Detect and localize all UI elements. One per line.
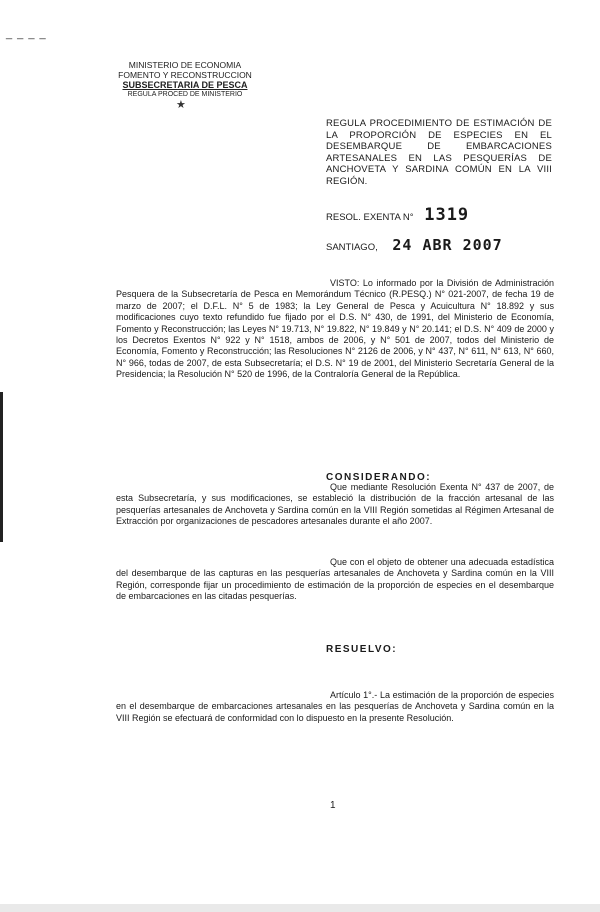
scan-edge-mark: [0, 392, 3, 542]
resolution-number: 1319: [424, 205, 470, 225]
resolution-date-stamp: 24 ABR 2007: [392, 236, 503, 254]
visto-lead: VISTO:: [330, 278, 360, 288]
resolution-date-line: [326, 236, 556, 254]
letterhead-subsecretaria: SUBSECRETARIA DE PESCA: [122, 80, 248, 90]
considerando-heading: CONSIDERANDO:: [326, 472, 432, 483]
letterhead-stamp-text: REGULA PROCED DE MINISTERIO: [127, 91, 243, 98]
scan-mark: _ _ _ _: [6, 28, 47, 40]
resolution-label: RESOL. EXENTA N°: [326, 212, 414, 223]
star-icon: ★: [176, 99, 186, 111]
letterhead-ministry: MINISTERIO DE ECONOMIA: [128, 60, 242, 70]
visto-text: Lo informado por la División de Administración Pesquera de la Subsecretaría de Pesca en Memorándum Técnico (R.PESQ.) N° 021-2007, de fecha 19 de marzo de 2007; el D.F.L. N° 5 de 1983; la Ley General de Pesca y Acuicultura N° 18.892 y sus modificaciones cuyo texto refundido fue fijado por el D.S. N° 430, de 1991, del Ministerio de Economía, Fomento y Reconstrucción; las Leyes N° 19.713, N° 19.822, N° 19.849 y N° 20.141; el D.S. N° 409 de 2000 y los Decretos Exentos N° 922 y N° 1518, ambos de 2006, y N° 501 de 2007, todos del Ministerio de Economía, Fomento y Reconstrucción; las Resoluciones N° 2126 de 2006, y N° 437, N° 611, N° 613, N° 660, N° 966, todas de 2007, de esta Subsecretaría; el D.S. N° 19 de 2001, del Ministerio Secretaría General de la Presidencia; la Resolución N° 520 de 1996, de la Contraloría General de la República.: [116, 278, 554, 380]
article-1-text: La estimación de la proporción de especies en el desembarque de embarcaciones artesanales en las pesquerías de Anchoveta y Sardina común en la VIII Región se efectuará de conformidad con lo dispuesto en la presente Resolución.: [116, 690, 554, 723]
visto-paragraph: [116, 278, 554, 381]
letterhead-ministry-sub: FOMENTO Y RECONSTRUCCION: [118, 70, 252, 80]
article-1-lead: Artículo 1°.-: [330, 690, 378, 700]
resolution-number-line: [326, 205, 556, 225]
scan-bottom-edge: [0, 904, 600, 912]
resolution-place: SANTIAGO,: [326, 242, 378, 253]
considerando-item: [116, 482, 554, 528]
resolution-subject: REGULA PROCEDIMIENTO DE ESTIMACIÓN DE LA PROPORCIÓN DE ESPECIES EN EL DESEMBARQUE DE EMBARCACIONES ARTESANALES EN LAS PESQUERÍAS DE ANCHOVETA Y SARDINA COMÚN EN LA VIII REGIÓN.: [326, 118, 552, 187]
resuelvo-heading: RESUELVO:: [326, 644, 398, 655]
letterhead: [100, 60, 270, 100]
page-number: 1: [330, 800, 336, 811]
considerando-item-text: Que con el objeto de obtener una adecuada estadística del desembarque de las capturas en las pesquerías artesanales de Anchoveta y Sardina común en la VIII Región, corresponde fijar un procedimiento de estimación de la proporción de especies en el desembarque de embarcaciones en las citadas pesquerías.: [116, 557, 554, 602]
article-1: [116, 690, 554, 724]
considerando-item: [116, 557, 554, 603]
considerando-item-text: Que mediante Resolución Exenta N° 437 de 2007, de esta Subsecretaría, y sus modificaciones, se estableció la distribución de la fracción artesanal de las pesquerías artesanales de Anchoveta y Sardina común en la VIII Región sometidas al Régimen Artesanal de Extracción por organizaciones de pescadores artesanales durante el año 2007.: [116, 482, 554, 527]
